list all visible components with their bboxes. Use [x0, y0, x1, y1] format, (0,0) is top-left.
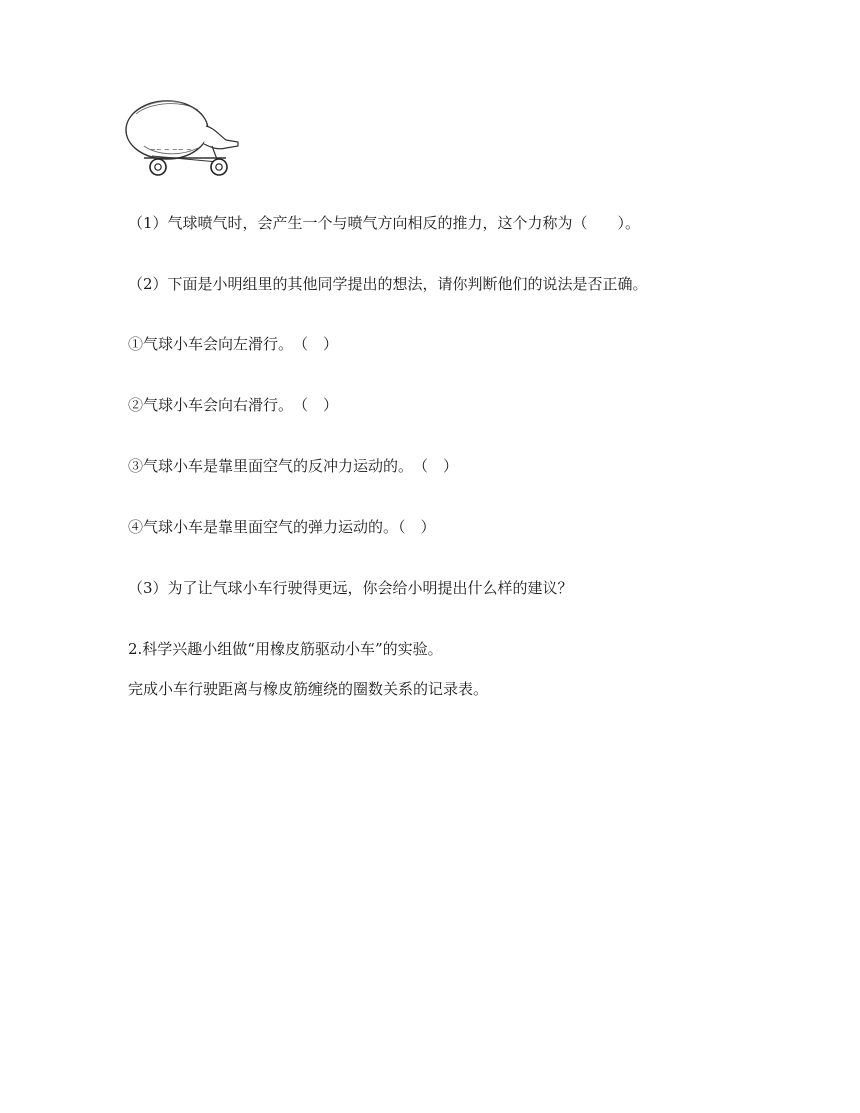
- problem-2-instruction: 完成小车行驶距离与橡皮筋缠绕的圈数关系的记录表。: [128, 680, 489, 698]
- question-1: （1）气球喷气时，会产生一个与喷气方向相反的推力，这个力称为（ ）。: [128, 214, 641, 232]
- statement-4: ④气球小车是靠里面空气的弹力运动的。（ ）: [128, 518, 436, 536]
- balloon-car-illustration: [122, 96, 242, 182]
- statement-3: ③气球小车是靠里面空气的反冲力运动的。 （ ）: [128, 457, 459, 475]
- svg-text:~~ ~ ~~ ~: ~~ ~ ~~ ~: [150, 146, 192, 154]
- statement-2: ②气球小车会向右滑行。 （ ）: [128, 396, 339, 414]
- question-2-intro: （2）下面是小明组里的其他同学提出的想法，请你判断他们的说法是否正确。: [128, 275, 648, 293]
- statement-1: ①气球小车会向左滑行。 （ ）: [128, 335, 339, 353]
- problem-2-title: 2.科学兴趣小组做“用橡皮筋驱动小车”的实验。: [128, 640, 443, 658]
- question-3: （3）为了让气球小车行驶得更远，你会给小明提出什么样的建议？: [128, 579, 573, 597]
